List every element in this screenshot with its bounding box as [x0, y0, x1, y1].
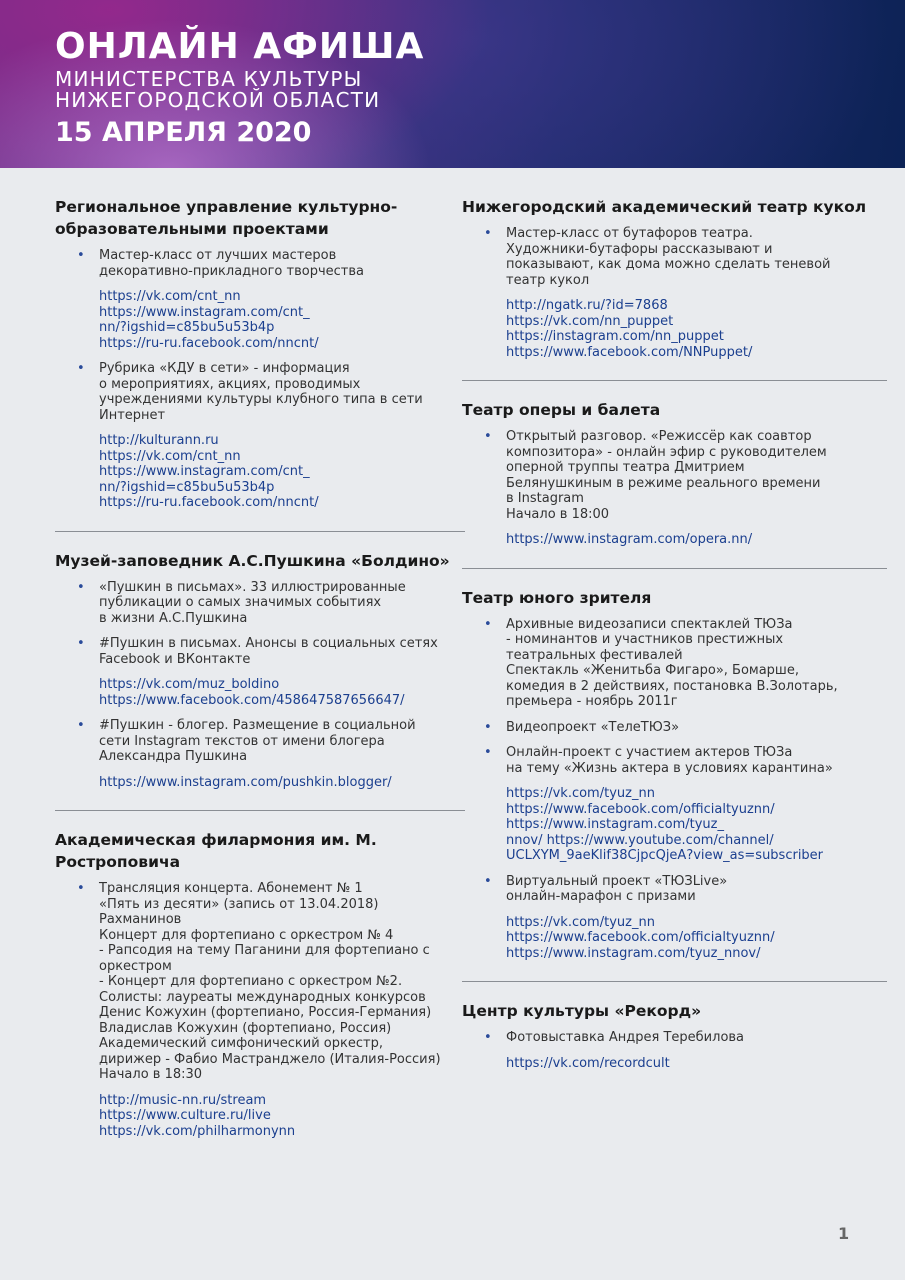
list-item [462, 226, 887, 288]
resource-link[interactable]: https://www.instagram.com/cnt_ nn/?igshid=c85bu5u53b4p [99, 464, 310, 495]
page-subtitle-line-2: НИЖЕГОРОДСКОЙ ОБЛАСТИ [55, 88, 381, 112]
resource-link[interactable]: https://www.instagram.com/tyuz_ nnov/ https://www.youtube.com/channel/ UCLXYM_9aeKlif38CjpcQjeA?view_as=subscriber [506, 817, 824, 863]
link-list [55, 433, 465, 511]
section-title: Театр юного зрителя [462, 588, 652, 607]
item-text: Онлайн-проект с участием актеров ТЮЗа на тему «Жизнь актера в условиях карантина» [506, 745, 833, 776]
link-list [462, 915, 887, 962]
section-title: Региональное управление культурно- образовательными проектами [55, 198, 398, 238]
list-item [462, 429, 887, 522]
bullet-icon: • [484, 226, 492, 241]
item-text: Мастер-класс от лучших мастеров декоративно-прикладного творчества [99, 248, 364, 279]
bullet-icon: • [484, 1030, 492, 1045]
resource-link[interactable]: https://www.instagram.com/opera.nn/ [506, 532, 753, 547]
resource-link[interactable]: http://kulturann.ru [99, 433, 219, 448]
link-list [55, 677, 465, 708]
section-divider [462, 380, 887, 381]
resource-link[interactable]: https://www.facebook.com/NNPuppet/ [506, 344, 753, 360]
section-divider [462, 981, 887, 982]
page-date: 15 АПРЕЛЯ 2020 [55, 117, 312, 148]
item-text: Архивные видеозаписи спектаклей ТЮЗа - номинантов и участников престижных театральных фестивалей Спектакль «Женитьба Фигаро», Бомарше, комедия в 2 действиях, постановка В.Золотарь, премьера - ноябрь 2011г [506, 616, 838, 709]
link-list [462, 1056, 887, 1072]
header-banner [0, 0, 905, 168]
left-column [55, 196, 465, 1149]
list-item [462, 874, 887, 905]
list-item [462, 720, 887, 736]
bullet-icon: • [484, 429, 492, 444]
link-list [462, 298, 887, 360]
item-text: Рубрика «КДУ в сети» - информация о мероприятиях, акциях, проводимых учреждениями культуры клубного типа в сети Интернет [99, 361, 423, 423]
resource-link[interactable]: https://www.culture.ru/live [99, 1108, 271, 1123]
section-divider [462, 568, 887, 569]
item-text: Фотовыставка Андрея Теребилова [506, 1030, 745, 1045]
resource-link[interactable]: https://ru-ru.facebook.com/nncnt/ [99, 335, 319, 351]
bullet-icon: • [77, 248, 85, 263]
section-title: Театр оперы и балета [462, 401, 661, 419]
resource-link[interactable]: https://vk.com/nn_puppet [506, 313, 674, 329]
resource-link[interactable]: http://music-nn.ru/stream [99, 1092, 267, 1108]
resource-link[interactable]: https://www.instagram.com/cnt_ nn/?igshid=c85bu5u53b4p [99, 304, 310, 335]
list-item [462, 617, 887, 710]
section [55, 550, 465, 791]
resource-link[interactable]: https://www.instagram.com/tyuz_nnov/ [506, 945, 761, 961]
item-text: «Пушкин в письмах». 33 иллюстрированные публикации о самых значимых событиях в жизни А.С.Пушкина [99, 579, 406, 626]
section-title: Нижегородский академический театр кукол [462, 198, 867, 216]
bullet-icon: • [77, 579, 85, 595]
section [55, 196, 465, 511]
item-text: Открытый разговор. «Режиссёр как соавтор композитора» - онлайн эфир с руководителем оперной труппы театра Дмитрием Белянушкиным в режиме реального времени в Instagram Начало в 18:00 [506, 429, 827, 522]
list-item [55, 718, 465, 765]
item-text: #Пушкин в письмах. Анонсы в социальных сетях Facebook и ВКонтакте [99, 636, 438, 667]
item-text: Трансляция концерта. Абонемент № 1 «Пять из десяти» (запись от 13.04.2018) Рахманинов Концерт для фортепиано с оркестром № 4 - Рапсодия на тему Паганини для фортепиано с оркестром - Концерт для фортепиано с оркестром №2. Солисты: лауреаты международных конкурсов Денис Кожухин (фортепиано, Россия-Германия) Владислав Кожухин (фортепиано, Россия) Академический симфонический оркестр, дирижер - Фабио Мастранджело (Италия-Россия) Начало в 18:30 [99, 881, 441, 1082]
section-divider [55, 531, 465, 532]
section [462, 587, 887, 962]
list-item [55, 361, 465, 423]
section-divider [55, 810, 465, 811]
section-title: Центр культуры «Рекорд» [462, 1002, 702, 1020]
bullet-icon: • [77, 361, 85, 376]
link-list [462, 786, 887, 864]
item-text: Видеопроект «ТелеТЮЗ» [506, 719, 680, 735]
resource-link[interactable]: https://www.facebook.com/officialtyuznn/ [506, 801, 775, 817]
link-list [55, 775, 465, 791]
list-item [55, 636, 465, 667]
list-item [462, 1030, 887, 1046]
bullet-icon: • [77, 881, 85, 896]
section-title: Академическая филармония им. М. Ростроповича [55, 831, 377, 871]
section-title: Музей-заповедник А.С.Пушкина «Болдино» [55, 551, 450, 570]
bullet-icon: • [484, 873, 492, 889]
right-column [462, 196, 887, 1081]
list-item [55, 580, 465, 627]
resource-link[interactable]: https://vk.com/philharmonynn [99, 1123, 296, 1139]
resource-link[interactable]: https://vk.com/tyuz_nn [506, 786, 655, 801]
resource-link[interactable]: https://vk.com/tyuz_nn [506, 914, 655, 930]
resource-link[interactable]: https://ru-ru.facebook.com/nncnt/ [99, 495, 319, 510]
section [55, 829, 465, 1139]
item-text: #Пушкин - блогер. Размещение в социальной сети Instagram текстов от имени блогера Александра Пушкина [99, 718, 416, 764]
page-subtitle-line-1: МИНИСТЕРСТВА КУЛЬТУРЫ [55, 67, 363, 91]
item-text: Виртуальный проект «ТЮЗLive» онлайн-марафон с призами [506, 873, 728, 904]
page-number: 1 [838, 1224, 850, 1243]
resource-link[interactable]: https://www.instagram.com/pushkin.blogger/ [99, 774, 392, 790]
resource-link[interactable]: https://vk.com/cnt_nn [99, 289, 241, 304]
resource-link[interactable]: http://ngatk.ru/?id=7868 [506, 298, 668, 313]
bullet-icon: • [484, 616, 492, 632]
section [462, 399, 887, 548]
link-list [55, 1093, 465, 1140]
bullet-icon: • [77, 718, 85, 733]
resource-link[interactable]: https://www.facebook.com/458647587656647/ [99, 692, 405, 708]
bullet-icon: • [484, 745, 492, 760]
resource-link[interactable]: https://vk.com/cnt_nn [99, 448, 241, 464]
resource-link[interactable]: https://vk.com/muz_boldino [99, 677, 280, 692]
section [462, 1000, 887, 1071]
page-title: ОНЛАЙН АФИША [55, 26, 425, 67]
resource-link[interactable]: https://vk.com/recordcult [506, 1055, 670, 1071]
resource-link[interactable]: https://www.facebook.com/officialtyuznn/ [506, 930, 775, 945]
list-item [55, 881, 465, 1083]
list-item [55, 248, 465, 279]
section [462, 196, 887, 360]
bullet-icon: • [484, 719, 492, 735]
item-text: Мастер-класс от бутафоров театра. Художники-бутафоры рассказывают и показывают, как дома можно сделать теневой театр кукол [506, 226, 831, 288]
link-list [462, 532, 887, 548]
link-list [55, 289, 465, 351]
list-item [462, 745, 887, 776]
resource-link[interactable]: https://instagram.com/nn_puppet [506, 329, 724, 344]
bullet-icon: • [77, 636, 85, 651]
